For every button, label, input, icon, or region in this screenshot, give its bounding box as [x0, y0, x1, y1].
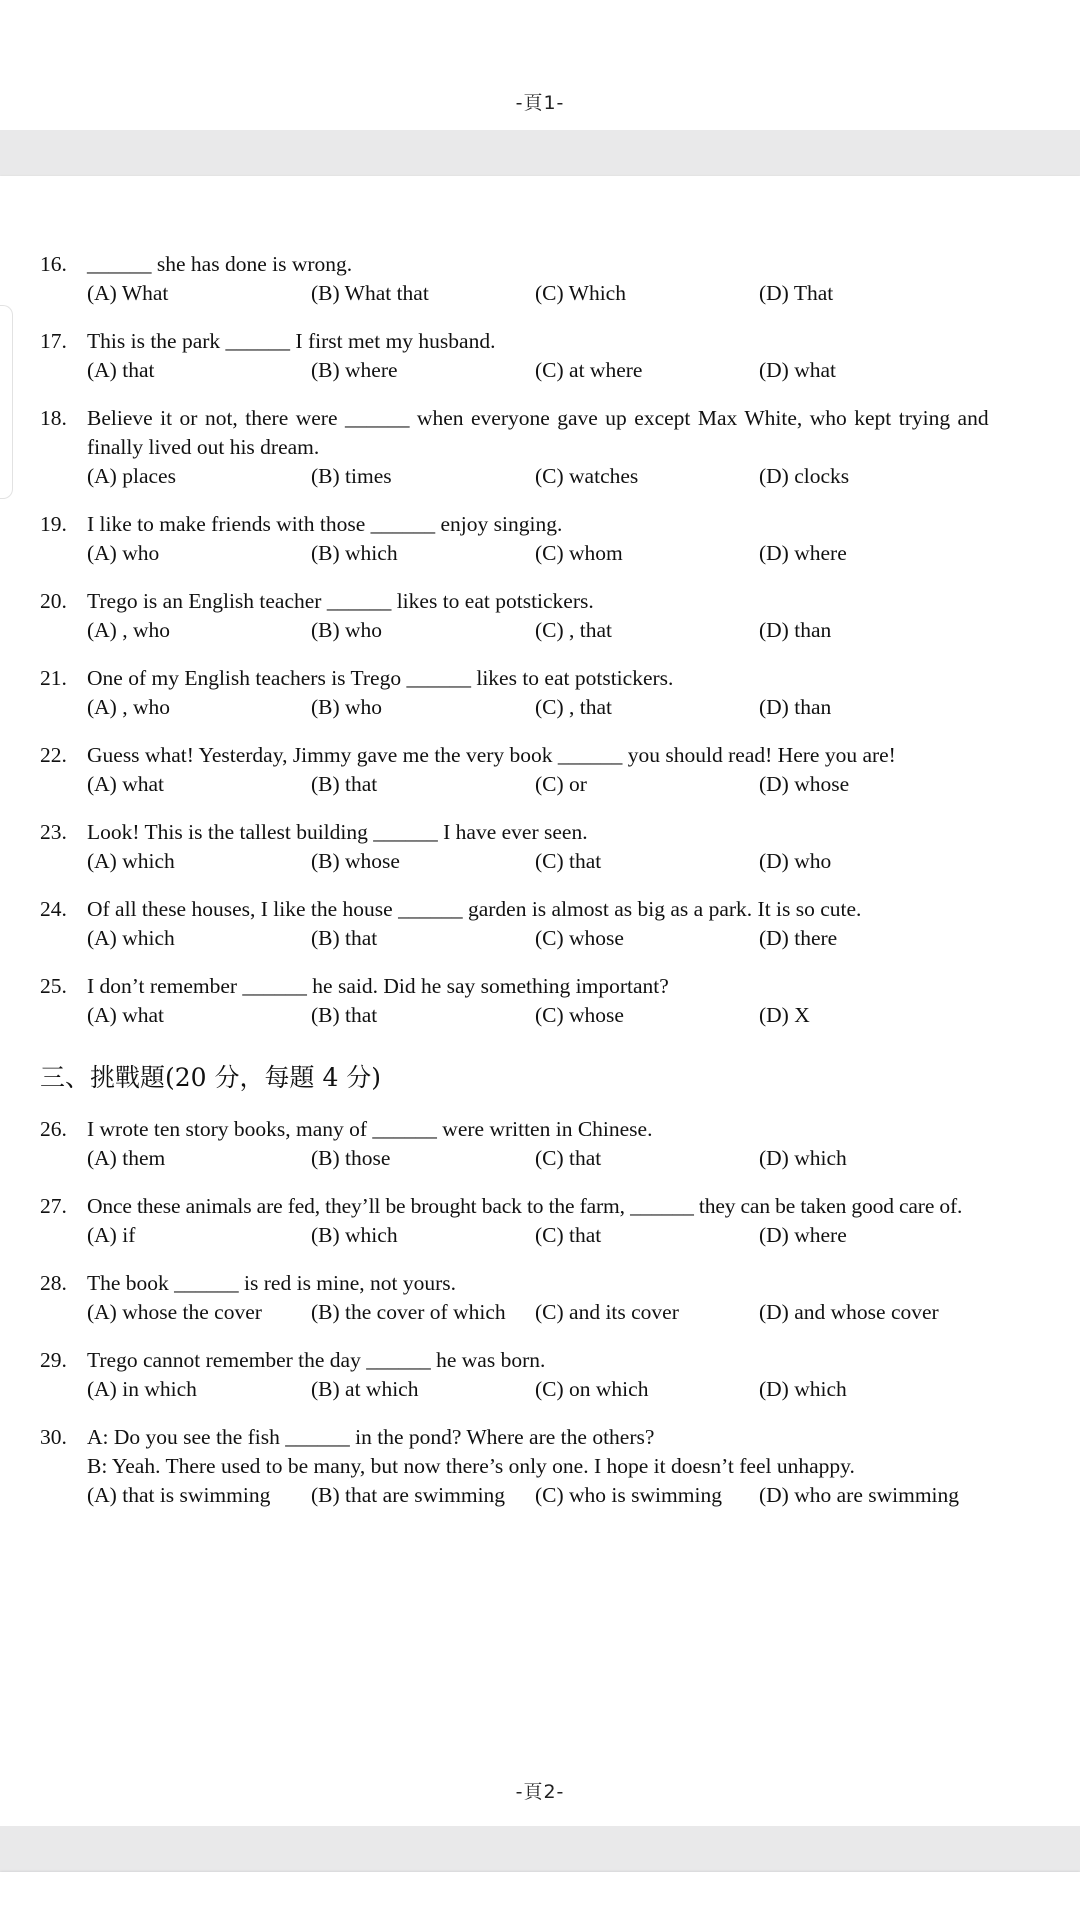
options-row	[87, 770, 1067, 799]
option-c: (C) whose	[535, 1003, 624, 1027]
option-b: (B) whose	[311, 849, 400, 873]
option-a: (A) places	[87, 464, 176, 488]
options-row	[87, 693, 1067, 722]
previous-page	[0, 0, 1080, 130]
question-text: I like to make friends with those ______ enjoy singing.	[87, 512, 563, 536]
options-row	[87, 924, 1067, 953]
option-b: (B) that	[311, 1003, 378, 1027]
options-row	[87, 356, 1067, 385]
question-number: 27.	[40, 1194, 67, 1218]
question-text: Trego is an English teacher ______ likes to eat potstickers.	[87, 589, 594, 613]
question-text: Believe it or not, there were ______ when everyone gave up except Max White, who kept trying and	[87, 406, 989, 430]
option-b: (B) the cover of which	[311, 1300, 506, 1324]
question-text: I wrote ten story books, many of ______ were written in Chinese.	[87, 1117, 653, 1141]
option-a: (A) what	[87, 772, 165, 796]
option-a: (A) whose the cover	[87, 1300, 262, 1324]
options-row	[87, 847, 1067, 876]
option-c: (C) , that	[535, 695, 613, 719]
option-d: (D) clocks	[759, 464, 850, 488]
option-d: (D) than	[759, 695, 832, 719]
option-a: (A) that is swimming	[87, 1483, 271, 1507]
option-d: (D) That	[759, 281, 834, 305]
option-a: (A) in which	[87, 1377, 197, 1401]
option-a: (A) , who	[87, 695, 170, 719]
option-d: (D) whose	[759, 772, 850, 796]
question-number: 21.	[40, 666, 67, 690]
option-c: (C) whose	[535, 926, 624, 950]
option-a: (A) them	[87, 1146, 166, 1170]
option-a: (A) what	[87, 1003, 165, 1027]
options-row	[87, 279, 1067, 308]
option-d: (D) there	[759, 926, 838, 950]
previous-page-cut-edge	[0, 0, 1080, 4]
option-c: (C) at where	[535, 358, 643, 382]
option-d: (D) and whose cover	[759, 1300, 939, 1324]
question-text: This is the park ______ I first met my husband.	[87, 329, 496, 353]
question-number: 16.	[40, 252, 67, 276]
question-number: 17.	[40, 329, 67, 353]
option-d: (D) which	[759, 1377, 847, 1401]
question-number: 25.	[40, 974, 67, 998]
question-number: 24.	[40, 897, 67, 921]
options-row	[87, 1375, 1067, 1404]
question-number: 29.	[40, 1348, 67, 1372]
options-row	[87, 1001, 1067, 1030]
option-a: (A) who	[87, 541, 160, 565]
option-b: (B) at which	[311, 1377, 419, 1401]
question-text: Of all these houses, I like the house ______ garden is almost as big as a park. It is so cute.	[87, 897, 862, 921]
section-title: 三、挑戰題(20 分，每題 4 分)	[40, 1063, 382, 1092]
question-text: ______ she has done is wrong.	[87, 252, 353, 276]
question-text: Trego cannot remember the day ______ he was born.	[87, 1348, 546, 1372]
option-c: (C) whom	[535, 541, 623, 565]
options-row	[87, 539, 1067, 568]
option-c: (C) that	[535, 1223, 602, 1247]
option-d: (D) what	[759, 358, 837, 382]
option-b: (B) those	[311, 1146, 391, 1170]
question-text: Look! This is the tallest building ______ I have ever seen.	[87, 820, 588, 844]
page-gap-bottom	[0, 1826, 1080, 1872]
option-d: (D) where	[759, 541, 847, 565]
question-text: One of my English teachers is Trego ______ likes to eat potstickers.	[87, 666, 674, 690]
option-b: (B) that	[311, 772, 378, 796]
question-text: Guess what! Yesterday, Jimmy gave me the very book ______ you should read! Here you are!	[87, 743, 896, 767]
side-panel-handle[interactable]	[0, 305, 13, 499]
option-d: (D) X	[759, 1003, 810, 1027]
option-c: (C) that	[535, 1146, 602, 1170]
option-a: (A) which	[87, 849, 175, 873]
option-d: (D) who are swimming	[759, 1483, 960, 1507]
question-text-continued: finally lived out his dream.	[87, 435, 320, 459]
options-row	[87, 616, 1067, 645]
page-number-1: -頁1-	[515, 92, 565, 114]
option-a: (A) that	[87, 358, 155, 382]
option-d: (D) than	[759, 618, 832, 642]
option-b: (B) that	[311, 926, 378, 950]
question-text: I don’t remember ______ he said. Did he say something important?	[87, 974, 669, 998]
question-number: 18.	[40, 406, 67, 430]
options-row	[87, 1144, 1067, 1173]
option-d: (D) where	[759, 1223, 847, 1247]
question-number: 30.	[40, 1425, 67, 1449]
option-c: (C) , that	[535, 618, 613, 642]
question-number: 28.	[40, 1271, 67, 1295]
question-number: 19.	[40, 512, 67, 536]
option-b: (B) where	[311, 358, 398, 382]
option-b: (B) who	[311, 695, 383, 719]
question-text-continued: B: Yeah. There used to be many, but now there’s only one. I hope it doesn’t feel unhappy.	[87, 1454, 855, 1478]
options-row	[87, 1298, 1067, 1327]
option-a: (A) What	[87, 281, 169, 305]
option-b: (B) who	[311, 618, 383, 642]
question-number: 26.	[40, 1117, 67, 1141]
option-a: (A) , who	[87, 618, 170, 642]
option-b: (B) times	[311, 464, 392, 488]
option-d: (D) who	[759, 849, 832, 873]
option-b: (B) which	[311, 541, 398, 565]
option-a: (A) which	[87, 926, 175, 950]
question-text: A: Do you see the fish ______ in the pond? Where are the others?	[87, 1425, 655, 1449]
next-page	[0, 1872, 1080, 1920]
options-row	[87, 1221, 1067, 1250]
question-number: 22.	[40, 743, 67, 767]
option-c: (C) or	[535, 772, 587, 796]
question-text: Once these animals are fed, they’ll be brought back to the farm, ______ they can be taken good care of.	[87, 1194, 963, 1218]
page-gap	[0, 130, 1080, 176]
options-row	[87, 462, 1067, 491]
option-c: (C) Which	[535, 281, 626, 305]
option-c: (C) watches	[535, 464, 639, 488]
option-d: (D) which	[759, 1146, 847, 1170]
option-c: (C) who is swimming	[535, 1483, 722, 1507]
page-number-2: -頁2-	[515, 1781, 565, 1803]
option-b: (B) that are swimming	[311, 1483, 506, 1507]
question-number: 20.	[40, 589, 67, 613]
option-a: (A) if	[87, 1223, 136, 1247]
option-c: (C) and its cover	[535, 1300, 679, 1324]
options-row	[87, 1481, 1067, 1510]
option-c: (C) that	[535, 849, 602, 873]
option-c: (C) on which	[535, 1377, 649, 1401]
option-b: (B) What that	[311, 281, 429, 305]
question-number: 23.	[40, 820, 67, 844]
question-text: The book ______ is red is mine, not yours.	[87, 1271, 457, 1295]
option-b: (B) which	[311, 1223, 398, 1247]
